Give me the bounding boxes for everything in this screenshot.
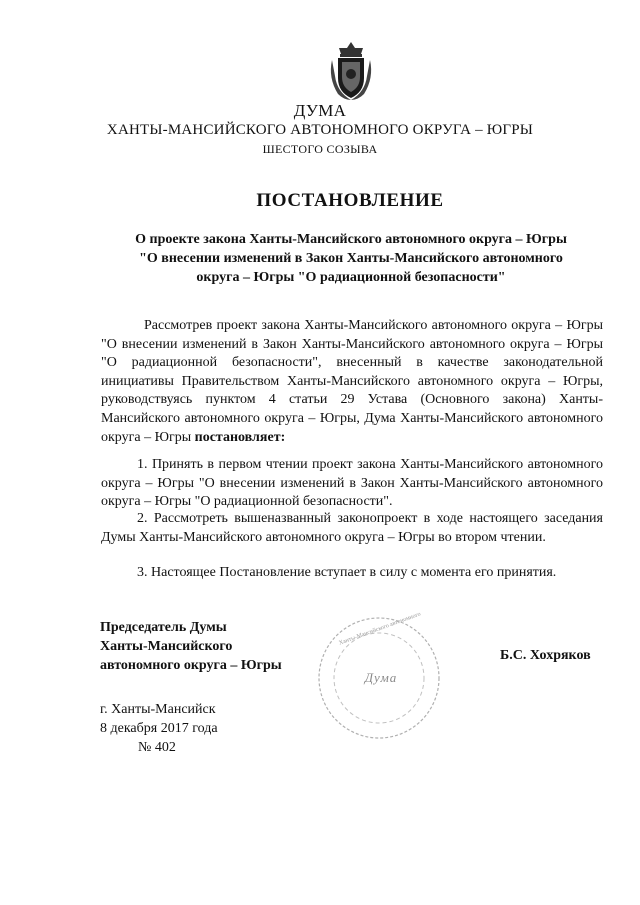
org-name: ДУМА — [293, 101, 347, 120]
subject-line-2: "О внесении изменений в Закон Ханты-Мансийского автономного — [139, 251, 563, 266]
org-convocation: ШЕСТОГО СОЗЫВА — [262, 142, 378, 156]
subject-line-1: О проекте закона Ханты-Мансийского автономного округа – Югры — [135, 232, 567, 247]
stamp-center-text: Дума — [364, 670, 398, 685]
document-subject — [100, 230, 602, 287]
position-line-1: Председатель Думы — [100, 620, 227, 635]
place-date-number — [100, 700, 218, 757]
preamble-text: Рассмотрев проект закона Ханты-Мансийского автономного округа – Югры "О внесении изменений в Закон Ханты-Мансийского автономного округа – Югры "О радиационной безопасности", внесенный в качестве законодательной инициативы Правительством Ханты-Мансийского автономного округа – Югры, руководствуясь пунктом 4 статьи 29 Устава (Основного закона) Ханты-Мансийского автономного округа – Югры, Дума Ханты-Мансийского автономного округа – Югры — [101, 318, 603, 445]
resolves-word: постановляет: — [194, 429, 286, 445]
preamble-paragraph — [101, 317, 603, 447]
signatory-name: Б.С. Хохряков — [500, 648, 591, 663]
signatory-position — [100, 618, 282, 675]
coat-of-arms-icon — [326, 40, 376, 102]
item-3: 3. Настоящее Постановление вступает в силу с момента его принятия. — [137, 565, 557, 580]
city: г. Ханты-Мансийск — [100, 702, 216, 717]
item-2: 2. Рассмотреть вышеназванный законопроект в ходе настоящего заседания Думы Ханты-Мансийского автономного округа – Югры во втором чтении. — [101, 511, 603, 545]
position-line-3: автономного округа – Югры — [100, 658, 282, 673]
stamp-ring-text: Ханты-Мансийского автономного — [338, 611, 422, 647]
item-1: 1. Принять в первом чтении проект закона Ханты-Мансийского автономного округа – Югры "О внесении изменений в Закон Ханты-Мансийского автономного округа – Югры "О радиационной безопасности". — [101, 457, 603, 510]
date: 8 декабря 2017 года — [100, 721, 218, 736]
document-number: № 402 — [138, 740, 176, 755]
document-title: ПОСТАНОВЛЕНИЕ — [256, 190, 444, 211]
position-line-2: Ханты-Мансийского — [100, 639, 233, 654]
org-region: ХАНТЫ-МАНСИЙСКОГО АВТОНОМНОГО ОКРУГА – ЮГРЫ — [106, 122, 534, 138]
subject-line-3: округа – Югры "О радиационной безопасности" — [196, 270, 506, 285]
